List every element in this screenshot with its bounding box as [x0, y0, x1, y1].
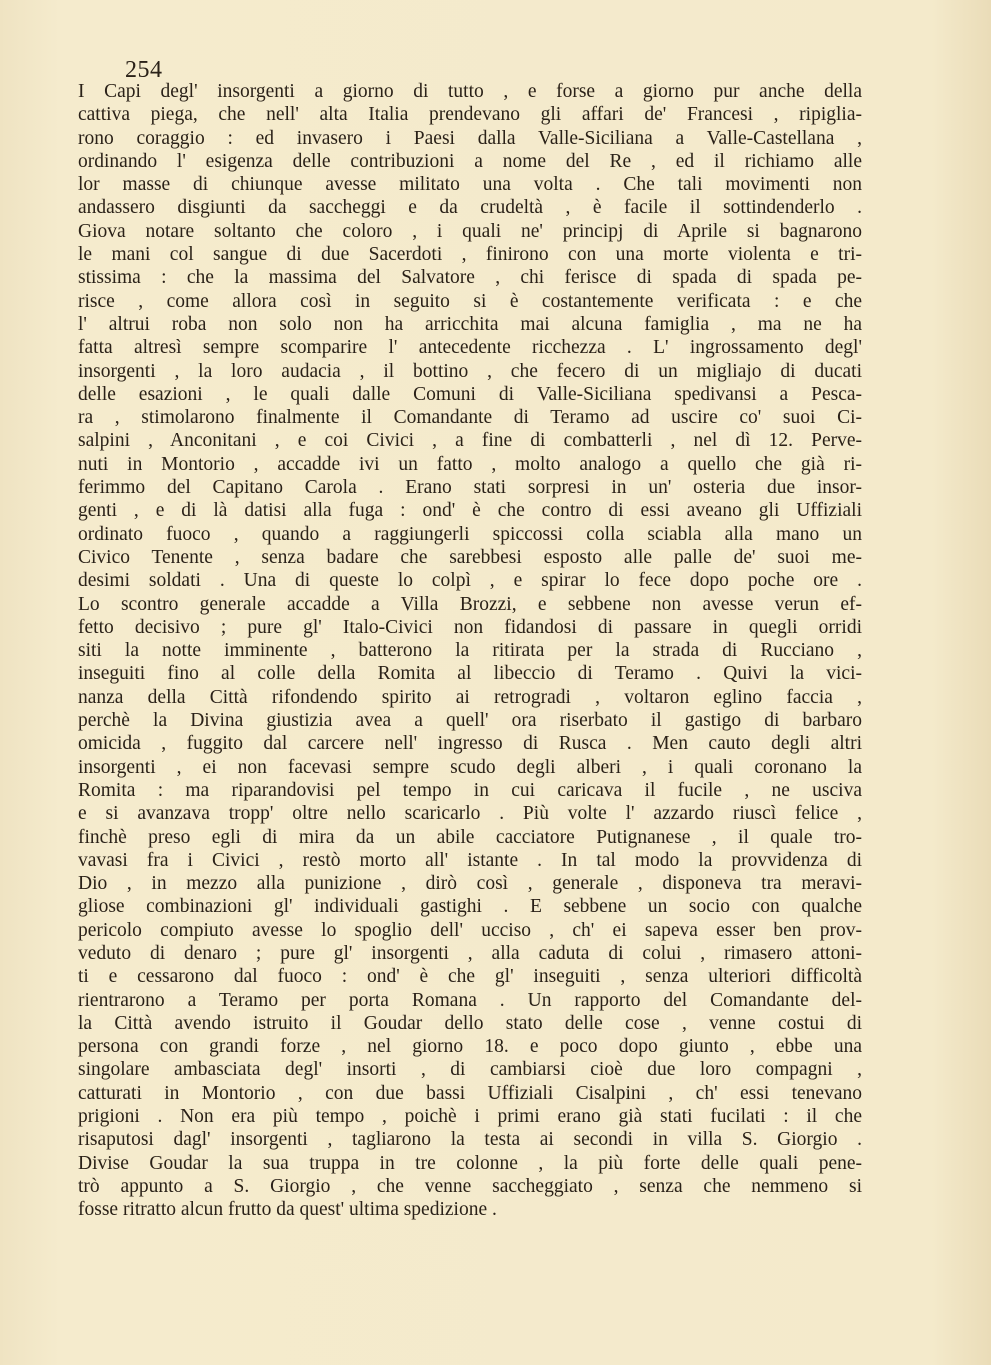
text-line: perchè la Divina giustizia avea a quell' ora riserbato il gastigo di barbaro: [78, 710, 862, 732]
text-line: Romita : ma riparandovisi pel tempo in cui caricava il fucile , ne usciva: [78, 779, 862, 801]
text-line: vavasi fra i Civici , restò morto all' istante . In tal modo la provvidenza di: [78, 849, 862, 871]
text-line: cattiva piega, che nell' alta Italia prendevano gli affari de' Francesi , ripiglia-: [78, 104, 862, 126]
text-line: fatta altresì sempre scomparire l' antecedente ricchezza . L' ingrossamento degl': [78, 337, 862, 359]
text-line: l' altrui roba non solo non ha arricchita mai alcuna famiglia , ma ne ha: [78, 313, 862, 335]
text-line: fetto decisivo ; pure gl' Italo-Civici non fidandosi di passare in quegli orridi: [78, 616, 862, 638]
text-line: delle esazioni , le quali dalle Comuni di Valle-Siciliana spedivansi a Pesca-: [78, 383, 862, 405]
text-line: ra , stimolarono finalmente il Comandante di Teramo ad uscire co' suoi Ci-: [78, 407, 862, 429]
page-number: 254: [125, 57, 163, 83]
text-line: ti e cessarono dal fuoco : ond' è che gl' inseguiti , senza ulteriori difficoltà: [78, 966, 862, 988]
text-line: rono coraggio : ed invasero i Paesi dalla Valle-Siciliana a Valle-Castellana ,: [78, 127, 862, 149]
text-line: Civico Tenente , senza badare che sarebbesi esposto alle palle de' suoi me-: [78, 546, 862, 568]
text-line: singolare ambasciata degl' insorti , di cambiarsi cioè due loro compagni ,: [78, 1059, 862, 1081]
text-line: persona con grandi forze , nel giorno 18. e poco dopo giunto , ebbe una: [78, 1036, 862, 1058]
text-line: Dio , in mezzo alla punizione , dirò così , generale , disponeva tra meravi-: [78, 873, 862, 895]
text-line: ordinato fuoco , quando a raggiungerli spiccossi colla sciabla alla mano un: [78, 523, 862, 545]
text-line: le mani col sangue di due Sacerdoti , finirono con una morte violenta e tri-: [78, 244, 862, 266]
text-line: catturati in Montorio , con due bassi Uffiziali Cisalpini , ch' essi tenevano: [78, 1082, 862, 1104]
text-line: risaputosi dagl' insorgenti , tagliarono la testa ai secondi in villa S. Giorgio .: [78, 1129, 862, 1151]
text-line: genti , e di là datisi alla fuga : ond' è che contro di essi aveano gli Uffiziali: [78, 500, 862, 522]
body-text: [78, 80, 862, 1222]
text-line: ferimmo del Capitano Carola . Erano stati sorpresi in un' osteria due insor-: [78, 477, 862, 499]
text-line: trò appunto a S. Giorgio , che venne saccheggiato , senza che nemmeno si: [78, 1175, 862, 1197]
text-line: insorgenti , ei non facevasi sempre scudo degli alberi , i quali coronano la: [78, 756, 862, 778]
text-line: omicida , fuggito dal carcere nell' ingresso di Rusca . Men cauto degli altri: [78, 733, 862, 755]
text-line: fosse ritratto alcun frutto da quest' ultima spedizione .: [78, 1199, 497, 1221]
text-line: desimi soldati . Una di queste lo colpì , e spirar lo fece dopo poche ore .: [78, 570, 862, 592]
text-line: Divise Goudar la sua truppa in tre colonne , la più forte delle quali pene-: [78, 1152, 862, 1174]
text-line: nuti in Montorio , accadde ivi un fatto , molto analogo a quello che già ri-: [78, 453, 862, 475]
text-line: lor masse di chiunque avesse militato una volta . Che tali movimenti non: [78, 174, 862, 196]
text-line: stissima : che la massima del Salvatore , chi ferisce di spada di spada pe-: [78, 267, 862, 289]
text-line: finchè preso egli di mira da un abile cacciatore Putignanese , il quale tro-: [78, 826, 862, 848]
text-line: nanza della Città rifondendo spirito ai retrogradi , voltaron eglino faccia ,: [78, 686, 862, 708]
text-line: Lo scontro generale accadde a Villa Brozzi, e sebbene non avesse verun ef-: [78, 593, 862, 615]
text-line: siti la notte imminente , batterono la ritirata per la strada di Rucciano ,: [78, 640, 862, 662]
text-line: prigioni . Non era più tempo , poichè i primi erano già stati fucilati : il che: [78, 1106, 862, 1128]
text-line: rientrarono a Teramo per porta Romana . Un rapporto del Comandante del-: [78, 989, 862, 1011]
text-line: gliose combinazioni gl' individuali gastighi . E sebbene un socio con qualche: [78, 896, 862, 918]
text-line: e si avanzava tropp' oltre nello scaricarlo . Più volte l' azzardo riuscì felice ,: [78, 803, 862, 825]
text-line: Giova notare soltanto che coloro , i quali ne' principj di Aprile si bagnarono: [78, 220, 862, 242]
text-line: ordinando l' esigenza delle contribuzioni a nome del Re , ed il richiamo alle: [78, 150, 862, 172]
text-line: I Capi degl' insorgenti a giorno di tutto , e forse a giorno pur anche della: [78, 81, 862, 102]
text-line: andassero disgiunti da saccheggi e da crudeltà , è facile il sottindenderlo .: [78, 197, 862, 219]
text-line: risce , come allora così in seguito si è costantemente verificata : e che: [78, 290, 862, 312]
text-line: insorgenti , la loro audacia , il bottino , che fecero di un migliajo di ducati: [78, 360, 862, 382]
text-line: pericolo compiuto avesse lo spoglio dell' ucciso , ch' ei sapeva esser ben prov-: [78, 919, 862, 941]
text-line: la Città avendo istruito il Goudar dello stato delle cose , venne costui di: [78, 1012, 862, 1034]
text-line: inseguiti fino al colle della Romita al libeccio di Teramo . Quivi la vici-: [78, 663, 862, 685]
text-line: veduto di denaro ; pure gl' insorgenti , alla caduta di colui , rimasero attoni-: [78, 942, 862, 964]
text-line: salpini , Anconitani , e coi Civici , a fine di combatterli , nel dì 12. Perve-: [78, 430, 862, 452]
